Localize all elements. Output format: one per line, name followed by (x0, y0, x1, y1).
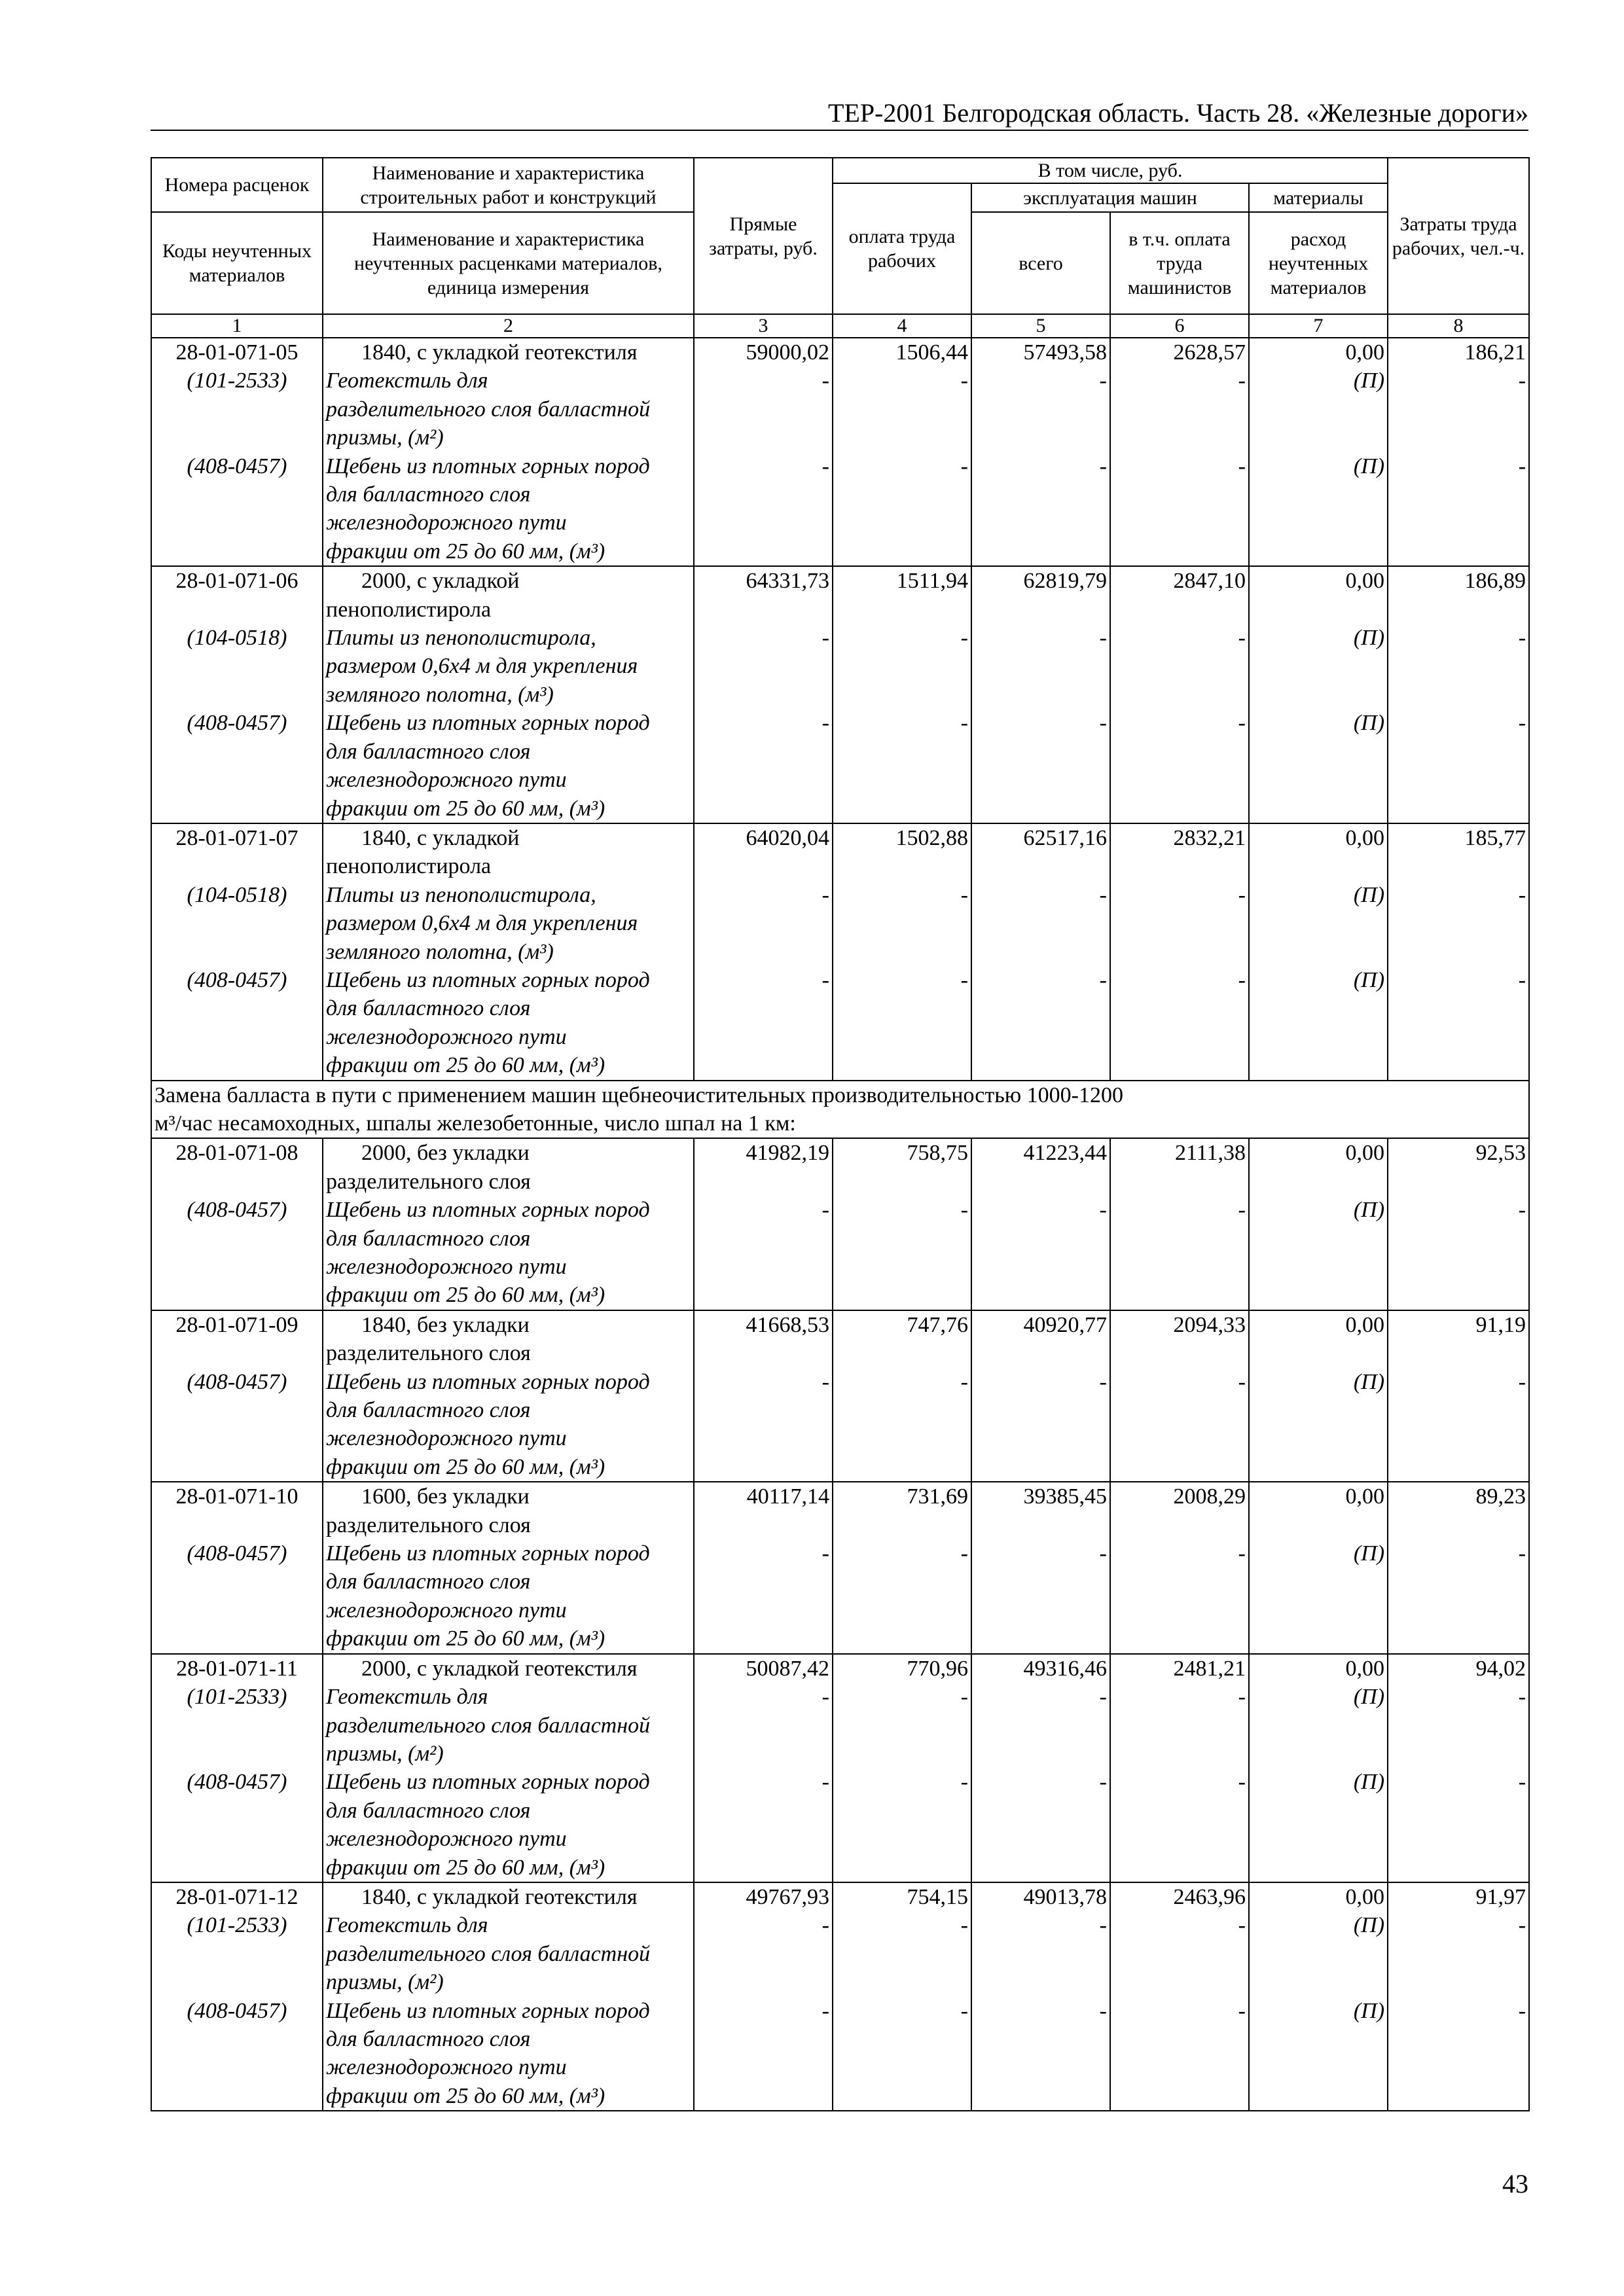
labor-cost: 92,53 (1475, 1141, 1526, 1166)
column-number: 7 (1249, 314, 1388, 338)
machine-total-cell (971, 566, 1110, 823)
material-code: (408-0457) (187, 1770, 287, 1795)
material-worker-pay: - (960, 454, 968, 478)
hdr-materials: материалы (1249, 183, 1388, 212)
material-name: Геотекстиль для разделительного слоя балластной призмы, (м²) (326, 368, 651, 450)
work-name: 2000, с укладкой пенополистирола (326, 569, 520, 622)
operator-pay: 2481,21 (1173, 1656, 1246, 1681)
material-machine-total: - (1099, 967, 1107, 992)
machine-total-cell (971, 1482, 1110, 1653)
column-numbers-row (151, 314, 1529, 338)
material-machine-total: - (1099, 626, 1107, 651)
material-operator-pay: - (1238, 454, 1246, 478)
materials-value-cell (1249, 823, 1388, 1081)
rate-code-cell (151, 1882, 323, 2111)
rate-code: 28-01-071-09 (175, 1312, 298, 1337)
material-code: (101-2533) (187, 1685, 287, 1710)
column-number: 1 (151, 314, 323, 338)
material-labor-cost: - (1518, 626, 1526, 651)
material-labor-cost: - (1518, 1998, 1526, 2023)
material-machine-total: - (1099, 454, 1107, 478)
rate-code-cell (151, 566, 323, 823)
machine-total: 49316,46 (1023, 1656, 1107, 1681)
materials-value: 0,00 (1345, 1312, 1385, 1337)
machine-total: 62517,16 (1023, 825, 1107, 850)
material-worker-pay: - (960, 882, 968, 907)
material-operator-pay: - (1238, 626, 1246, 651)
rates-table (151, 157, 1530, 2111)
column-number: 8 (1388, 314, 1529, 338)
material-direct-cost: - (821, 967, 829, 992)
worker-pay: 731,69 (907, 1484, 968, 1509)
material-machine-total: - (1099, 1369, 1107, 1394)
hdr-including: В том числе, руб. (833, 158, 1388, 183)
materials-value: 0,00 (1345, 569, 1385, 594)
material-operator-pay: - (1238, 1369, 1246, 1394)
materials-value: 0,00 (1345, 825, 1385, 850)
direct-cost: 49767,93 (746, 1884, 829, 1909)
direct-cost: 40117,14 (746, 1484, 829, 1509)
operator-pay-cell (1110, 566, 1249, 823)
labor-cost-cell (1388, 1138, 1529, 1310)
rate-code: 28-01-071-11 (176, 1656, 298, 1681)
material-name: Щебень из плотных горных пород для балластного слоя железнодорожного пути фракции от 25 до 60 мм, (м³) (326, 454, 650, 564)
section-row (151, 1081, 1529, 1139)
material-materials-value: (П) (1353, 1770, 1385, 1795)
rate-code: 28-01-071-10 (175, 1484, 298, 1509)
material-labor-cost: - (1518, 1685, 1526, 1710)
material-worker-pay: - (960, 626, 968, 651)
material-operator-pay: - (1238, 1998, 1246, 2023)
material-worker-pay: - (960, 1685, 968, 1710)
materials-value-cell (1249, 1482, 1388, 1653)
worker-pay: 758,75 (907, 1141, 968, 1166)
material-materials-value: (П) (1353, 711, 1385, 736)
material-worker-pay: - (960, 1369, 968, 1394)
operator-pay: 2463,96 (1173, 1884, 1246, 1909)
materials-value-cell (1249, 338, 1388, 566)
material-direct-cost: - (821, 1770, 829, 1795)
labor-cost: 185,77 (1464, 825, 1526, 850)
hdr-unaccounted-consumption: расход неучтенных материалов (1249, 212, 1388, 314)
rate-code-cell (151, 823, 323, 1081)
direct-cost-cell (694, 338, 833, 566)
machine-total: 57493,58 (1023, 340, 1107, 365)
material-operator-pay: - (1238, 1770, 1246, 1795)
labor-cost: 89,23 (1475, 1484, 1526, 1509)
rate-code-cell (151, 1310, 323, 1482)
material-labor-cost: - (1518, 711, 1526, 736)
hdr-direct-costs: Прямые затраты, руб. (694, 158, 833, 314)
work-name: 1840, с укладкой геотекстиля (361, 1884, 638, 1909)
material-worker-pay: - (960, 711, 968, 736)
direct-cost-cell (694, 1138, 833, 1310)
work-name: 2000, с укладкой геотекстиля (361, 1656, 638, 1681)
material-code: (408-0457) (187, 1541, 287, 1566)
machine-total: 49013,78 (1023, 1884, 1107, 1909)
material-code: (104-0518) (187, 626, 287, 651)
hdr-worker-pay: оплата труда рабочих (833, 183, 971, 314)
operator-pay: 2094,33 (1173, 1312, 1246, 1337)
column-number: 5 (971, 314, 1110, 338)
machine-total-cell (971, 823, 1110, 1081)
materials-value-cell (1249, 1310, 1388, 1482)
worker-pay-cell (833, 1654, 971, 1882)
material-materials-value: (П) (1353, 454, 1385, 478)
material-code: (408-0457) (187, 1998, 287, 2023)
work-name-cell (323, 1654, 694, 1882)
operator-pay-cell (1110, 823, 1249, 1081)
rate-code: 28-01-071-06 (175, 569, 298, 594)
material-direct-cost: - (821, 1541, 829, 1566)
rate-code-cell (151, 1138, 323, 1310)
operator-pay-cell (1110, 338, 1249, 566)
header-rule (151, 130, 1528, 131)
worker-pay-cell (833, 338, 971, 566)
material-operator-pay: - (1238, 882, 1246, 907)
material-machine-total: - (1099, 1541, 1107, 1566)
labor-cost: 91,97 (1475, 1884, 1526, 1909)
material-direct-cost: - (821, 1998, 829, 2023)
table-row (151, 1310, 1529, 1482)
materials-value-cell (1249, 1138, 1388, 1310)
hdr-labor-costs: Затраты труда рабочих, чел.-ч. (1388, 158, 1529, 314)
column-number: 2 (323, 314, 694, 338)
machine-total: 62819,79 (1023, 569, 1107, 594)
material-worker-pay: - (960, 1541, 968, 1566)
worker-pay-cell (833, 823, 971, 1081)
material-direct-cost: - (821, 626, 829, 651)
labor-cost-cell (1388, 1882, 1529, 2111)
column-number: 4 (833, 314, 971, 338)
materials-value-cell (1249, 1882, 1388, 2111)
work-name-cell (323, 1310, 694, 1482)
worker-pay-cell (833, 1138, 971, 1310)
materials-value: 0,00 (1345, 1656, 1385, 1681)
materials-value-cell (1249, 1654, 1388, 1882)
material-name: Щебень из плотных горных пород для балластного слоя железнодорожного пути фракции от 25 до 60 мм, (м³) (326, 1770, 650, 1880)
materials-value: 0,00 (1345, 1141, 1385, 1166)
work-name-cell (323, 566, 694, 823)
operator-pay: 2847,10 (1173, 569, 1246, 594)
material-direct-cost: - (821, 368, 829, 393)
operator-pay-cell (1110, 1482, 1249, 1653)
material-materials-value: (П) (1353, 1369, 1385, 1394)
hdr-work-name: Наименование и характеристика строительных работ и конструкций (323, 158, 694, 212)
material-name: Плиты из пенополистирола, размером 0,6х4 м для укрепления земляного полотна, (м³) (326, 882, 638, 964)
material-labor-cost: - (1518, 454, 1526, 478)
material-worker-pay: - (960, 1198, 968, 1223)
operator-pay: 2111,38 (1175, 1141, 1246, 1166)
machine-total-cell (971, 1654, 1110, 1882)
material-code: (408-0457) (187, 967, 287, 992)
table-row (151, 1482, 1529, 1653)
direct-cost: 41982,19 (746, 1141, 829, 1166)
labor-cost-cell (1388, 1310, 1529, 1482)
table-row (151, 1654, 1529, 1882)
material-machine-total: - (1099, 1198, 1107, 1223)
hdr-machine-total: всего (971, 212, 1110, 314)
material-name: Щебень из плотных горных пород для балластного слоя железнодорожного пути фракции от 25 до 60 мм, (м³) (326, 1198, 650, 1308)
material-name: Щебень из плотных горных пород для балластного слоя железнодорожного пути фракции от 25 до 60 мм, (м³) (326, 967, 650, 1078)
material-labor-cost: - (1518, 1369, 1526, 1394)
labor-cost-cell (1388, 823, 1529, 1081)
worker-pay-cell (833, 566, 971, 823)
table-row (151, 823, 1529, 1081)
machine-total-cell (971, 1882, 1110, 2111)
material-name: Геотекстиль для разделительного слоя балластной призмы, (м²) (326, 1685, 651, 1766)
worker-pay: 754,15 (907, 1884, 968, 1909)
labor-cost-cell (1388, 566, 1529, 823)
material-labor-cost: - (1518, 1913, 1526, 1938)
material-materials-value: (П) (1353, 882, 1385, 907)
worker-pay: 1511,94 (896, 569, 968, 594)
direct-cost-cell (694, 1310, 833, 1482)
worker-pay-cell (833, 1310, 971, 1482)
machine-total-cell (971, 1310, 1110, 1482)
table-row (151, 338, 1529, 566)
material-code: (101-2533) (187, 368, 287, 393)
material-code: (408-0457) (187, 454, 287, 478)
material-machine-total: - (1099, 1998, 1107, 2023)
worker-pay: 770,96 (907, 1656, 968, 1681)
worker-pay-cell (833, 1882, 971, 2111)
material-direct-cost: - (821, 1369, 829, 1394)
material-labor-cost: - (1518, 967, 1526, 992)
direct-cost: 64020,04 (746, 825, 829, 850)
hdr-unaccounted-name: Наименование и характеристика неучтенных расценками материалов, единица измерения (323, 212, 694, 314)
work-name: 1600, без укладки разделительного слоя (326, 1484, 531, 1537)
hdr-machine-operation: эксплуатация машин (971, 183, 1249, 212)
material-direct-cost: - (821, 1685, 829, 1710)
material-machine-total: - (1099, 1685, 1107, 1710)
work-name-cell (323, 1882, 694, 2111)
work-name: 1840, с укладкой геотекстиля (361, 340, 638, 365)
material-materials-value: (П) (1353, 1198, 1385, 1223)
worker-pay: 1502,88 (895, 825, 968, 850)
materials-value-cell (1249, 566, 1388, 823)
material-labor-cost: - (1518, 1770, 1526, 1795)
material-code: (408-0457) (187, 1198, 287, 1223)
material-operator-pay: - (1238, 711, 1246, 736)
materials-value: 0,00 (1345, 340, 1385, 365)
material-worker-pay: - (960, 1998, 968, 2023)
operator-pay-cell (1110, 1882, 1249, 2111)
material-materials-value: (П) (1353, 967, 1385, 992)
rate-code: 28-01-071-08 (175, 1141, 298, 1166)
material-machine-total: - (1099, 1770, 1107, 1795)
material-materials-value: (П) (1353, 1685, 1385, 1710)
table-row (151, 1882, 1529, 2111)
rate-code-cell (151, 338, 323, 566)
material-labor-cost: - (1518, 1541, 1526, 1566)
work-name-cell (323, 1482, 694, 1653)
table-body (151, 338, 1529, 2111)
work-name-cell (323, 823, 694, 1081)
table-row (151, 566, 1529, 823)
material-labor-cost: - (1518, 1198, 1526, 1223)
material-worker-pay: - (960, 1913, 968, 1938)
page-number: 43 (1502, 2169, 1528, 2198)
operator-pay-cell (1110, 1138, 1249, 1310)
operator-pay-cell (1110, 1310, 1249, 1482)
direct-cost-cell (694, 566, 833, 823)
machine-total: 39385,45 (1023, 1484, 1107, 1509)
material-labor-cost: - (1518, 882, 1526, 907)
direct-cost: 59000,02 (746, 340, 829, 365)
material-operator-pay: - (1238, 1685, 1246, 1710)
running-header: ТЕР-2001 Белгородская область. Часть 28. «Железные дороги» (828, 98, 1528, 128)
worker-pay: 1506,44 (895, 340, 968, 365)
column-number: 6 (1110, 314, 1249, 338)
material-machine-total: - (1099, 1913, 1107, 1938)
rate-code-cell (151, 1654, 323, 1882)
direct-cost: 64331,73 (746, 569, 829, 594)
work-name: 1840, без укладки разделительного слоя (326, 1312, 531, 1366)
hdr-operator-pay: в т.ч. оплата труда машинистов (1110, 212, 1249, 314)
material-code: (408-0457) (187, 711, 287, 736)
material-operator-pay: - (1238, 967, 1246, 992)
material-name: Геотекстиль для разделительного слоя балластной призмы, (м²) (326, 1913, 651, 1995)
labor-cost-cell (1388, 1482, 1529, 1653)
column-number: 3 (694, 314, 833, 338)
material-worker-pay: - (960, 967, 968, 992)
material-materials-value: (П) (1353, 1913, 1385, 1938)
work-name-cell (323, 338, 694, 566)
hdr-rate-numbers: Номера расценок (151, 158, 323, 212)
rate-code: 28-01-071-05 (175, 340, 298, 365)
material-direct-cost: - (821, 1913, 829, 1938)
work-name: 2000, без укладки разделительного слоя (326, 1141, 531, 1194)
material-machine-total: - (1099, 368, 1107, 393)
material-materials-value: (П) (1353, 1998, 1385, 2023)
material-worker-pay: - (960, 368, 968, 393)
labor-cost-cell (1388, 1654, 1529, 1882)
operator-pay: 2628,57 (1173, 340, 1246, 365)
material-materials-value: (П) (1353, 626, 1385, 651)
materials-value: 0,00 (1345, 1484, 1385, 1509)
rate-code: 28-01-071-07 (175, 825, 298, 850)
section-title: Замена балласта в пути с применением машин щебнеочистительных производительностью 1000-1200 м³/час несамоходных, шпалы железобетонные, число шпал на 1 км: (151, 1081, 1529, 1139)
operator-pay-cell (1110, 1654, 1249, 1882)
rate-code: 28-01-071-12 (175, 1884, 298, 1909)
material-materials-value: (П) (1353, 1541, 1385, 1566)
material-direct-cost: - (821, 1198, 829, 1223)
worker-pay-cell (833, 1482, 971, 1653)
labor-cost: 186,89 (1464, 569, 1526, 594)
machine-total: 41223,44 (1023, 1141, 1107, 1166)
material-name: Щебень из плотных горных пород для балластного слоя железнодорожного пути фракции от 25 до 60 мм, (м³) (326, 1369, 650, 1479)
material-labor-cost: - (1518, 368, 1526, 393)
rate-code-cell (151, 1482, 323, 1653)
direct-cost: 41668,53 (746, 1312, 829, 1337)
work-name-cell (323, 1138, 694, 1310)
material-direct-cost: - (821, 882, 829, 907)
direct-cost-cell (694, 823, 833, 1081)
labor-cost: 186,21 (1464, 340, 1526, 365)
operator-pay: 2008,29 (1173, 1484, 1246, 1509)
worker-pay: 747,76 (907, 1312, 968, 1337)
material-name: Щебень из плотных горных пород для балластного слоя железнодорожного пути фракции от 25 до 60 мм, (м³) (326, 1541, 650, 1651)
material-machine-total: - (1099, 711, 1107, 736)
machine-total-cell (971, 1138, 1110, 1310)
direct-cost: 50087,42 (746, 1656, 829, 1681)
material-machine-total: - (1099, 882, 1107, 907)
material-code: (104-0518) (187, 882, 287, 907)
labor-cost: 91,19 (1475, 1312, 1526, 1337)
hdr-unaccounted-codes: Коды неучтенных материалов (151, 212, 323, 314)
direct-cost-cell (694, 1654, 833, 1882)
material-name: Щебень из плотных горных пород для балластного слоя железнодорожного пути фракции от 25 до 60 мм, (м³) (326, 1998, 650, 2108)
material-operator-pay: - (1238, 368, 1246, 393)
work-name: 1840, с укладкой пенополистирола (326, 825, 520, 879)
material-code: (408-0457) (187, 1369, 287, 1394)
material-code: (101-2533) (187, 1913, 287, 1938)
materials-value: 0,00 (1345, 1884, 1385, 1909)
machine-total: 40920,77 (1023, 1312, 1107, 1337)
material-materials-value: (П) (1353, 368, 1385, 393)
operator-pay: 2832,21 (1173, 825, 1246, 850)
direct-cost-cell (694, 1482, 833, 1653)
material-operator-pay: - (1238, 1913, 1246, 1938)
direct-cost-cell (694, 1882, 833, 2111)
material-worker-pay: - (960, 1770, 968, 1795)
material-name: Щебень из плотных горных пород для балластного слоя железнодорожного пути фракции от 25 до 60 мм, (м³) (326, 711, 650, 821)
material-operator-pay: - (1238, 1198, 1246, 1223)
material-direct-cost: - (821, 711, 829, 736)
table-row (151, 1138, 1529, 1310)
material-operator-pay: - (1238, 1541, 1246, 1566)
material-name: Плиты из пенополистирола, размером 0,6х4 м для укрепления земляного полотна, (м³) (326, 626, 638, 707)
labor-cost-cell (1388, 338, 1529, 566)
labor-cost: 94,02 (1475, 1656, 1526, 1681)
machine-total-cell (971, 338, 1110, 566)
material-direct-cost: - (821, 454, 829, 478)
